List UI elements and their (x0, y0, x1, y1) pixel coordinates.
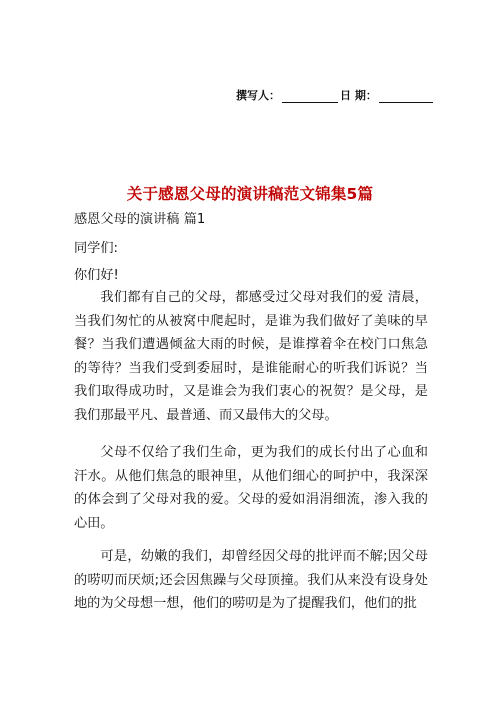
greeting-hello: 你们好! (74, 268, 119, 283)
author-label: 撰写人： (236, 89, 280, 102)
body-paragraph: 父母不仅给了我们生命，更为我们的成长付出了心血和汗水。从他们焦急的眼神里，从他们细心的呵护中，我深深的体会到了父母对我的爱。父母的爱如涓涓细流，渗入我的心田。 (74, 445, 428, 531)
author-blank-line (282, 90, 338, 103)
section-subtitle: 感恩父母的演讲稿 篇1 (74, 212, 206, 227)
date-blank-line (379, 90, 433, 103)
date-label: 日 期： (340, 89, 377, 102)
document-header (236, 87, 435, 103)
document-title: 关于感恩父母的演讲稿范文锦集5篇 (126, 185, 374, 203)
body-paragraph: 可是，幼嫩的我们，却曾经因父母的批评而不解;因父母的唠叨而厌烦;还会因焦躁与父母顶撞。我们从来没有设身处地的为父母想一想，他们的唠叨是为了提醒我们，他们的批 (74, 549, 428, 611)
greeting-classmates: 同学们: (74, 241, 119, 256)
body-paragraph: 我们都有自己的父母，都感受过父母对我们的爱 清晨，当我们匆忙的从被窝中爬起时，是谁为我们做好了美味的早餐？当我们遭遇倾盆大雨的时候，是谁撑着伞在校门口焦急的等待？当我们受到委屈时，是谁能耐心的听我们诉说？当我们取得成功时，又是谁会为我们衷心的祝贺？是父母，是我们那最平凡、最普通、而又最伟大的父母。 (74, 290, 428, 423)
